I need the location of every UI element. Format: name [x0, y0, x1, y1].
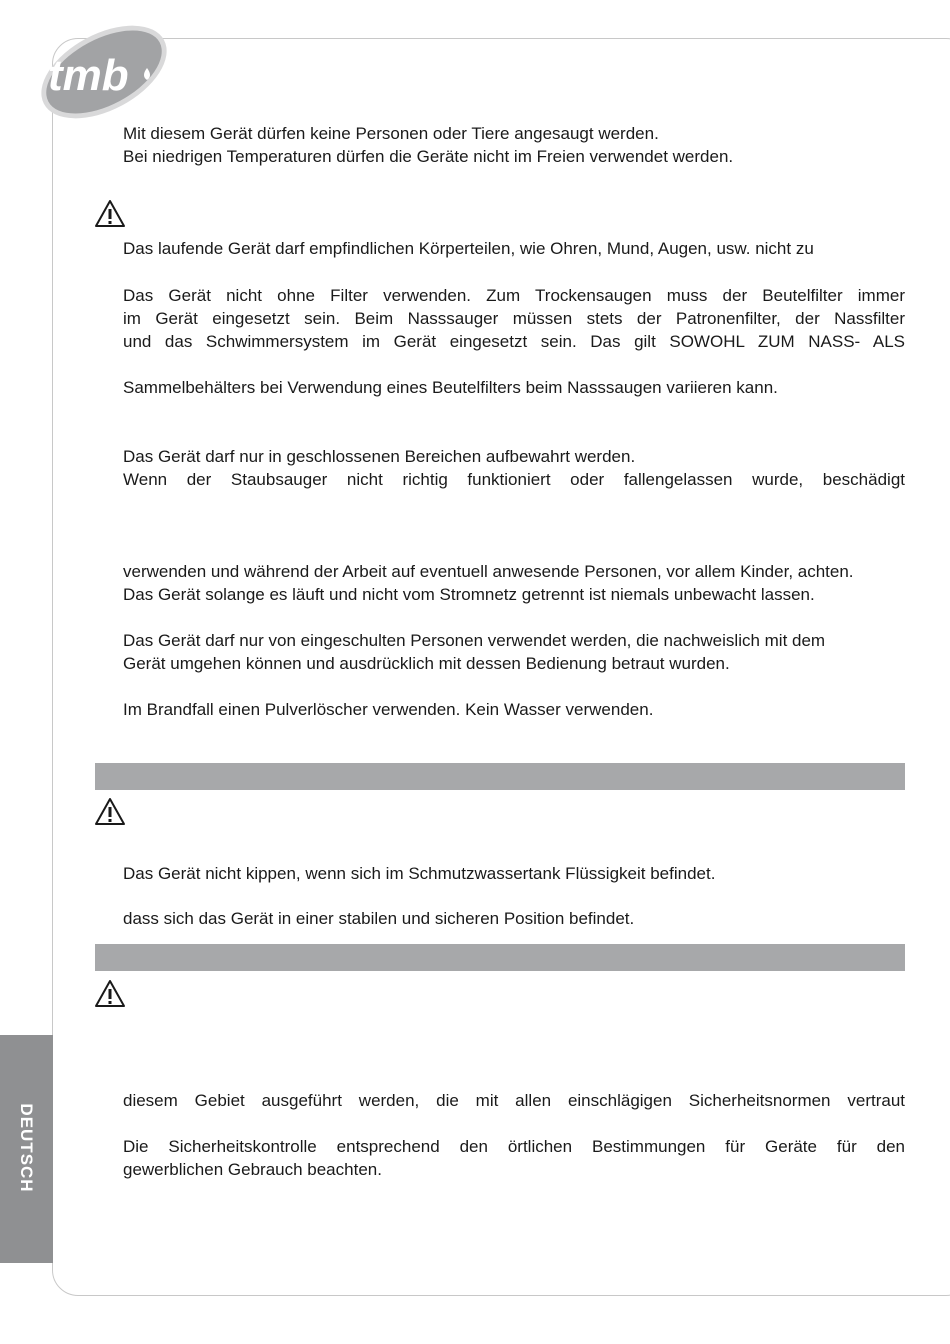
paragraph-text: Gerät umgehen können und ausdrücklich mit dessen Bedienung betraut wurden. [123, 654, 730, 673]
paragraph-text: Im Brandfall einen Pulverlöscher verwenden. Kein Wasser verwenden. [123, 700, 654, 719]
paragraph-text: verwenden und während der Arbeit auf eventuell anwesende Personen, vor allem Kinder, achten. [123, 562, 854, 581]
paragraph-text: diesem Gebiet ausgeführt werden, die mit allen einschlägigen Sicherheitsnormen vertraut [123, 1091, 905, 1110]
language-label: DEUTSCH [17, 1103, 36, 1193]
paragraph-text: gewerblichen Gebrauch beachten. [123, 1160, 382, 1179]
paragraph-text: im Gerät eingesetzt sein. Beim Nasssauger müssen stets der Patronenfilter, der Nassfilter [123, 309, 905, 328]
paragraph-text: dass sich das Gerät in einer stabilen und sicheren Position befindet. [123, 909, 635, 928]
warning-triangle-icon [93, 978, 127, 1010]
paragraph-text: Die Sicherheitskontrolle entsprechend den örtlichen Bestimmungen für Geräte für den [123, 1137, 905, 1156]
paragraph-text: Das Gerät nicht kippen, wenn sich im Schmutzwassertank Flüssigkeit befindet. [123, 864, 716, 883]
paragraph-text: Wenn der Staubsauger nicht richtig funktioniert oder fallengelassen wurde, beschädigt [123, 470, 905, 489]
paragraph-text: Bei niedrigen Temperaturen dürfen die Geräte nicht im Freien verwendet werden. [123, 147, 734, 166]
tmb-logo [34, 14, 174, 124]
paragraph-text: Das Gerät solange es läuft und nicht vom Stromnetz getrennt ist niemals unbewacht lassen. [123, 585, 815, 604]
paragraph-text: Das laufende Gerät darf empfindlichen Körperteilen, wie Ohren, Mund, Augen, usw. nicht zu [123, 239, 814, 258]
paragraph-text: Das Gerät nicht ohne Filter verwenden. Zum Trockensaugen muss der Beutelfilter immer [123, 286, 905, 305]
paragraph-text: und das Schwimmersystem im Gerät eingesetzt sein. Das gilt SOWOHL ZUM NASS- ALS [123, 332, 905, 351]
section-header-bar [95, 944, 905, 971]
section-header-bar [95, 763, 905, 790]
paragraph-text: Das Gerät darf nur in geschlossenen Bereichen aufbewahrt werden. [123, 447, 636, 466]
warning-triangle-icon [93, 796, 127, 828]
paragraph-text: Das Gerät darf nur von eingeschulten Personen verwendet werden, die nachweislich mit dem [123, 631, 826, 650]
warning-triangle-icon [93, 198, 127, 230]
paragraph-text: Mit diesem Gerät dürfen keine Personen oder Tiere angesaugt werden. [123, 124, 659, 143]
paragraph-text: Sammelbehälters bei Verwendung eines Beutelfilters beim Nasssaugen variieren kann. [123, 378, 778, 397]
logo-text: tmb [48, 51, 129, 100]
